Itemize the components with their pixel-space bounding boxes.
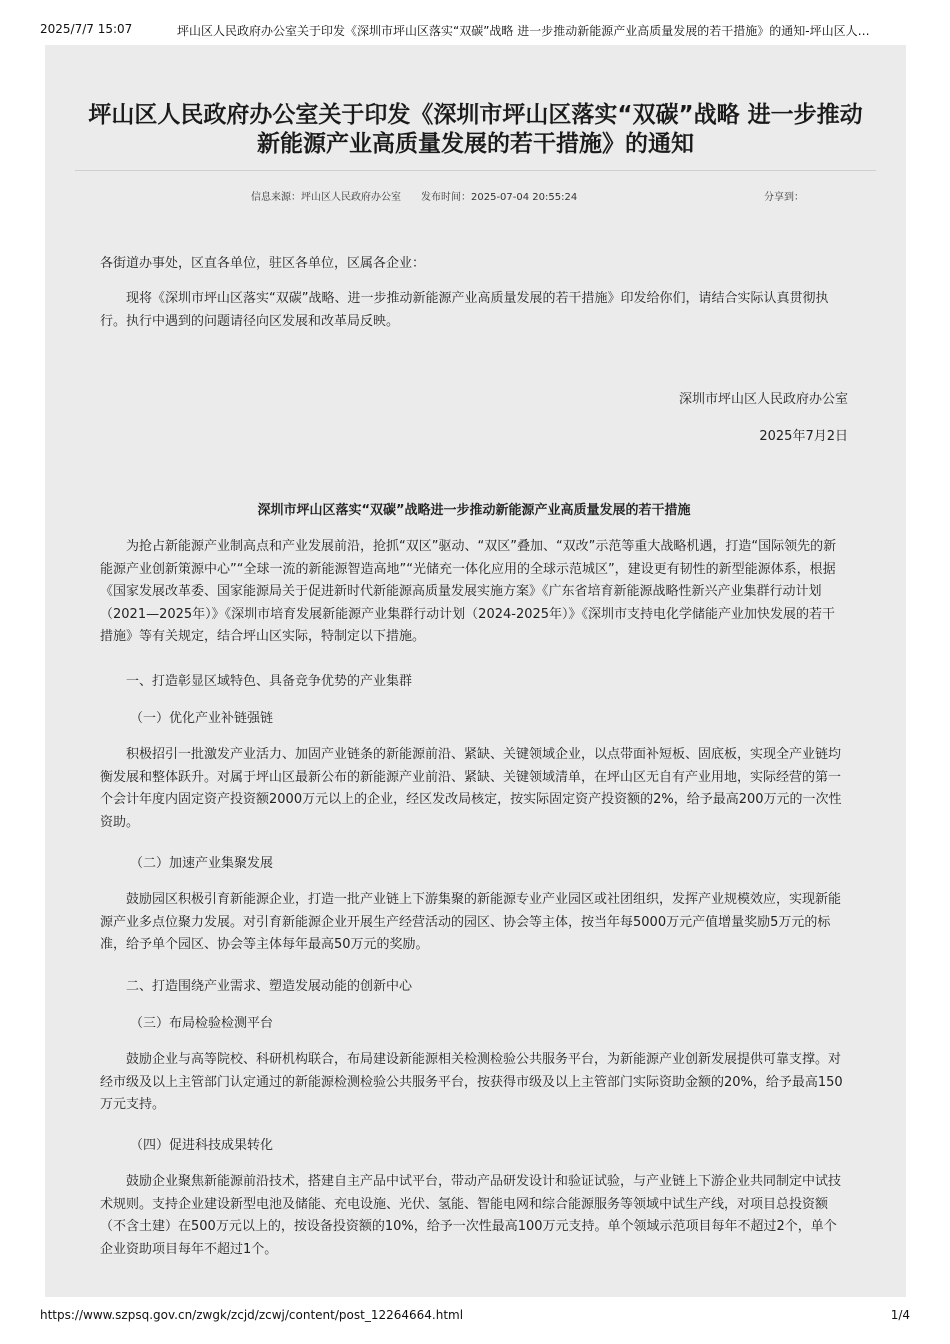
section-2-heading: 二、打造围绕产业需求、塑造发展动能的创新中心 — [126, 979, 413, 994]
measures-title: 深圳市坪山区落实“双碳”战略进一步推动新能源产业高质量发展的若干措施 — [257, 503, 691, 518]
page-url[interactable]: https://www.szpsq.gov.cn/zwgk/zcjd/zcwj/content/post_12264664.html — [40, 1308, 464, 1322]
page-number: 1/4 — [890, 1308, 910, 1322]
title-divider — [75, 170, 876, 171]
signature-date: 2025年7月2日 — [759, 429, 848, 444]
print-timestamp: 2025/7/7 15:07 — [40, 22, 133, 36]
print-footer — [40, 1308, 910, 1328]
subsection-4-text: 鼓励企业聚焦新能源前沿技术，搭建自主产品中试平台，带动产品研发设计和验证试验，与产业链上下游企业共同制定中试技术规则。支持企业建设新型电池及储能、充电设施、光伏、氢能、智能电网和综合能源服务等领域中试生产线，对项目总投资额（不含土建）在500万元以上的，按设备投资额的10%，给予一次性最高100万元支持。单个领域示范项目每年不超过2个，单个企业资助项目每年不超过1个。 — [100, 1174, 842, 1257]
info-source: 信息来源：坪山区人民政府办公室 — [251, 192, 401, 203]
print-doc-title: 坪山区人民政府办公室关于印发《深圳市坪山区落实“双碳”战略 进一步推动新能源产业高质量发展的若干措施》的通知-坪山区人… — [177, 24, 870, 38]
subsection-2-text: 鼓励园区积极引育新能源企业，打造一批产业链上下游集聚的新能源专业产业园区或社团组织，发挥产业规模效应，实现新能源产业多点位聚力发展。对引育新能源企业开展生产经营活动的园区、协会等主体，按当年每5000万元产值增量奖励5万元的标准，给予单个园区、协会等主体每年最高50万元的奖励。 — [100, 892, 842, 952]
subsection-1-heading: （一）优化产业补链强链 — [130, 711, 274, 726]
subsection-2-heading: （二）加速产业集聚发展 — [130, 856, 274, 871]
section-1-heading: 一、打造彰显区域特色、具备竞争优势的产业集群 — [126, 674, 413, 689]
preamble-paragraph: 为抢占新能源产业制高点和产业发展前沿，抢抓“双区”驱动、“双区”叠加、“双改”示范等重大战略机遇，打造“国际领先的新能源产业创新策源中心”“全球一流的新能源智造高地”“光储充一体化应用的全球示范城区”，建设更有韧性的新型能源体系，根据《国家发展改革委、国家能源局关于促进新时代新能源高质量发展实施方案》《广东省培育新能源战略性新兴产业集群行动计划（2021—2025年）》《深圳市培育发展新能源产业集群行动计划（2024-2025年）》《深圳市支持电化学储能产业加快发展的若干措施》等有关规定，结合坪山区实际，特制定以下措施。 — [100, 539, 837, 644]
publish-time: 发布时间：2025-07-04 20:55:24 — [421, 192, 578, 203]
article-title: 坪山区人民政府办公室关于印发《深圳市坪山区落实“双碳”战略 进一步推动新能源产业高质量发展的若干措施》的通知 — [88, 102, 863, 157]
share-label[interactable]: 分享到： — [764, 192, 804, 203]
article-meta — [45, 188, 906, 204]
subsection-1-text: 积极招引一批激发产业活力、加固产业链条的新能源前沿、紧缺、关键领域企业，以点带面补短板、固底板，实现全产业链均衡发展和整体跃升。对属于坪山区最新公布的新能源产业前沿、紧缺、关键领域清单，在坪山区无自有产业用地，实际经营的第一个会计年度内固定资产投资额2000万元以上的企业，经区发改局核定，按实际固定资产投资额的2%，给予最高200万元的一次性资助。 — [100, 747, 842, 830]
article-page — [45, 45, 906, 1297]
subsection-3-heading: （三）布局检验检测平台 — [130, 1016, 274, 1031]
salutation: 各街道办事处，区直各单位，驻区各单位，区属各企业： — [100, 256, 426, 271]
signature-org: 深圳市坪山区人民政府办公室 — [678, 392, 848, 407]
subsection-4-heading: （四）促进科技成果转化 — [130, 1138, 274, 1153]
print-header — [40, 22, 910, 42]
subsection-3-text: 鼓励企业与高等院校、科研机构联合，布局建设新能源相关检测检验公共服务平台，为新能源产业创新发展提供可靠支撑。对经市级及以上主管部门认定通过的新能源检测检验公共服务平台，按获得市级及以上主管部门实际资助金额的20%，给予最高150万元支持。 — [100, 1052, 843, 1112]
intro-paragraph: 现将《深圳市坪山区落实“双碳”战略、进一步推动新能源产业高质量发展的若干措施》印发给你们，请结合实际认真贯彻执行。执行中遇到的问题请径向区发展和改革局反映。 — [100, 291, 829, 329]
